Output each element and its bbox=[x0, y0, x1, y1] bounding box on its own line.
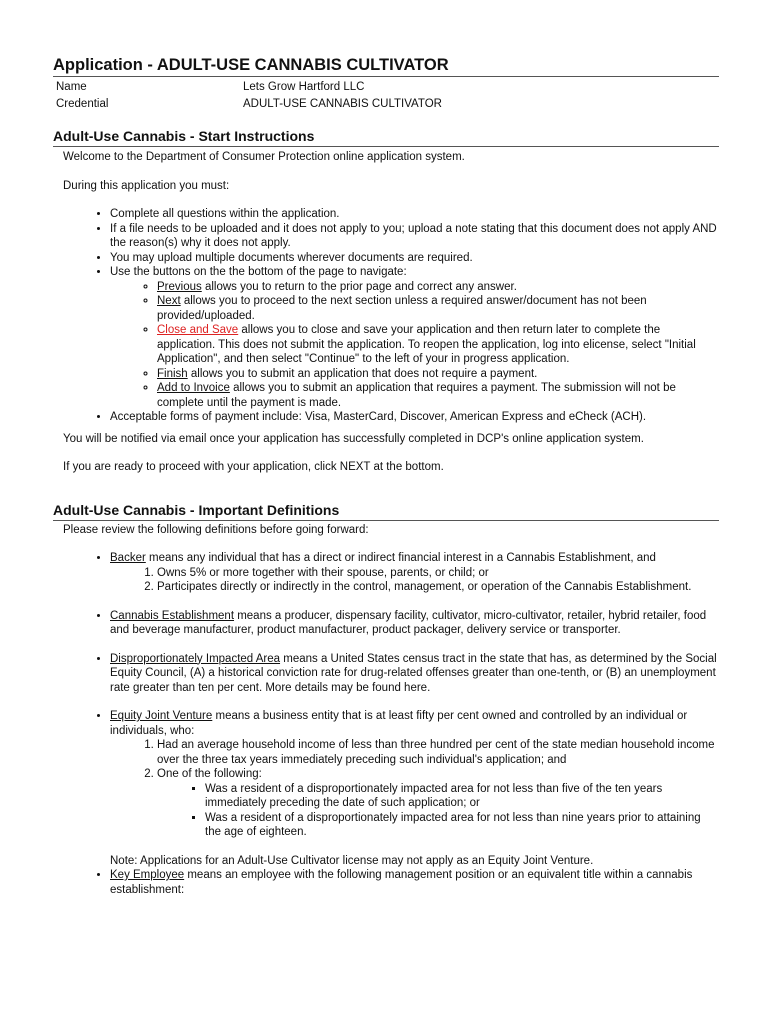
close-and-save-link[interactable]: Close and Save bbox=[157, 324, 239, 336]
definition-impacted-area: • Disproportionately Impacted Area means a United States census tract in the state that has, as determined by the Social Equity Council, (A) a historical conviction rate for drug-related offenses greater than one-tenth, or (B) an unemployment rate greater than ten per cent. More details may be found here. bbox=[110, 652, 719, 696]
list-item: ▪ Was a resident of a disproportionately impacted area for not less than five of the ten years immediately preceding the date of such application; or bbox=[205, 782, 719, 811]
list-item: 2. Participates directly or indirectly in the control, management, or operation of the Cannabis Establishment. bbox=[157, 580, 719, 595]
definitions-body bbox=[53, 523, 719, 898]
name-value: Lets Grow Hartford LLC bbox=[243, 81, 365, 93]
list-item: 1. Owns 5% or more together with their spouse, parents, or child; or bbox=[157, 566, 719, 581]
welcome-text: Welcome to the Department of Consumer Protection online application system. bbox=[63, 151, 465, 163]
next-link[interactable]: Next bbox=[157, 295, 181, 307]
name-label: Name bbox=[56, 81, 87, 93]
application-page bbox=[53, 55, 719, 897]
start-instructions-body bbox=[53, 150, 719, 475]
list-item: • Complete all questions within the application. bbox=[110, 207, 719, 222]
backer-criteria bbox=[110, 566, 719, 595]
list-item: • If a file needs to be uploaded and it does not apply to you; upload a note stating that this document does not apply AND the reason(s) why it does not apply. bbox=[110, 222, 719, 251]
nav-item-add-to-invoice: ◦ Add to Invoice allows you to submit an application that requires a payment. The submission will not be complete until the payment is made. bbox=[157, 381, 719, 410]
ejv-note: Note: Applications for an Adult-Use Cultivator license may not apply as an Equity Joint Venture. bbox=[110, 854, 594, 867]
nav-item-finish: ◦ Finish allows you to submit an application that does not require a payment. bbox=[157, 367, 719, 382]
list-item bbox=[110, 265, 719, 410]
notified-text: You will be notified via email once your application has successfully completed in DCP's online application system. bbox=[63, 432, 644, 445]
dia-term: Disproportionately Impacted Area bbox=[110, 652, 281, 665]
name-row bbox=[53, 80, 719, 95]
nav-item-next: ◦ Next allows you to proceed to the next section unless a required answer/document has not been provided/uploaded. bbox=[157, 294, 719, 323]
list-item: 2. One of the following: ▪ Was a resident of a disproportionately impacted area for not less than five of the ten years immediately preceding the date of such application; or ▪ Was a resident of a disproportionately impacted area for not less than nine years prior to attaining the age of eighteen. bbox=[157, 767, 719, 840]
list-item: 1. Had an average household income of less than three hundred per cent of the state median household income over the three tax years immediately preceding such individual's application; and bbox=[157, 738, 719, 767]
definition-equity-joint-venture: • Equity Joint Venture means a business entity that is at least fifty per cent owned and controlled by an individual or individuals, who: 1. Had an average household income of less than three hundred per cent of the state median household income over the three tax years immediately preceding such individual's application; and 2. One of the following: ▪ Was a resident of a disproportionately impacted area for not less than five of the ten years immediately preceding the date of such application; or ▪ Was a resident of a disproportionately impacted area for not less than nine years prior to attaining the age of eighteen. Note: Applications for an Adult-Use Cultivator license may not apply as an Equity Joint Venture. bbox=[110, 709, 719, 868]
list-item: • Acceptable forms of payment include: Visa, MasterCard, Discover, American Express and eCheck (ACH). bbox=[110, 410, 719, 425]
during-text: During this application you must: bbox=[63, 179, 230, 192]
definition-key-employee: • Key Employee means an employee with the following management position or an equivalent title within a cannabis establishment: bbox=[110, 868, 719, 897]
list-item: • You may upload multiple documents wherever documents are required. bbox=[110, 251, 719, 266]
nav-item-previous: ◦ Previous allows you to return to the prior page and correct any answer. bbox=[157, 280, 719, 295]
previous-link[interactable]: Previous bbox=[157, 280, 202, 293]
credential-value: ADULT-USE CANNABIS CULTIVATOR bbox=[243, 98, 442, 110]
instructions-list bbox=[63, 207, 719, 425]
definition-backer: • Backer means any individual that has a direct or indirect financial interest in a Cannabis Establishment, and 1. Owns 5% or more together with their spouse, parents, or child; or 2. Participates directly or indirectly in the control, management, or operation of the Cannabis Establishment. bbox=[110, 551, 719, 595]
list-item: ▪ Was a resident of a disproportionately impacted area for not less than nine years prior to attaining the age of eighteen. bbox=[205, 811, 719, 840]
add-to-invoice-link[interactable]: Add to Invoice bbox=[157, 382, 230, 394]
definitions-heading: Adult-Use Cannabis - Important Definitions bbox=[53, 502, 719, 521]
establishment-term: Cannabis Establishment bbox=[110, 609, 235, 622]
credential-label: Credential bbox=[56, 98, 109, 110]
credential-row bbox=[53, 97, 719, 112]
page-title: Application - ADULT-USE CANNABIS CULTIVATOR bbox=[53, 55, 719, 77]
key-employee-term: Key Employee bbox=[110, 869, 185, 881]
ejv-term: Equity Joint Venture bbox=[110, 710, 213, 722]
definition-cannabis-establishment: • Cannabis Establishment means a producer, dispensary facility, cultivator, micro-cultivator, retailer, hybrid retailer, food and beverage manufacturer, product manufacturer, product packager, delivery service or transporter. bbox=[110, 609, 719, 638]
navigate-text: Use the buttons on the the bottom of the page to navigate: bbox=[110, 266, 407, 278]
finish-link[interactable]: Finish bbox=[157, 367, 188, 380]
ready-text: If you are ready to proceed with your application, click NEXT at the bottom. bbox=[63, 461, 444, 473]
nav-item-close-save: ◦ Close and Save allows you to close and save your application and then return later to complete the application. This does not submit the application. To reopen the application, log into elicense, select "Initial Application", and then select "Continue" to the left of your in progress application. bbox=[157, 323, 719, 367]
ejv-criteria bbox=[110, 738, 719, 840]
ejv-residency-list bbox=[157, 782, 719, 840]
definitions-intro: Please review the following definitions before going forward: bbox=[63, 523, 369, 536]
definitions-list bbox=[63, 551, 719, 595]
backer-term: Backer bbox=[110, 552, 146, 564]
start-instructions-heading: Adult-Use Cannabis - Start Instructions bbox=[53, 128, 719, 147]
nav-buttons-list bbox=[110, 280, 719, 411]
